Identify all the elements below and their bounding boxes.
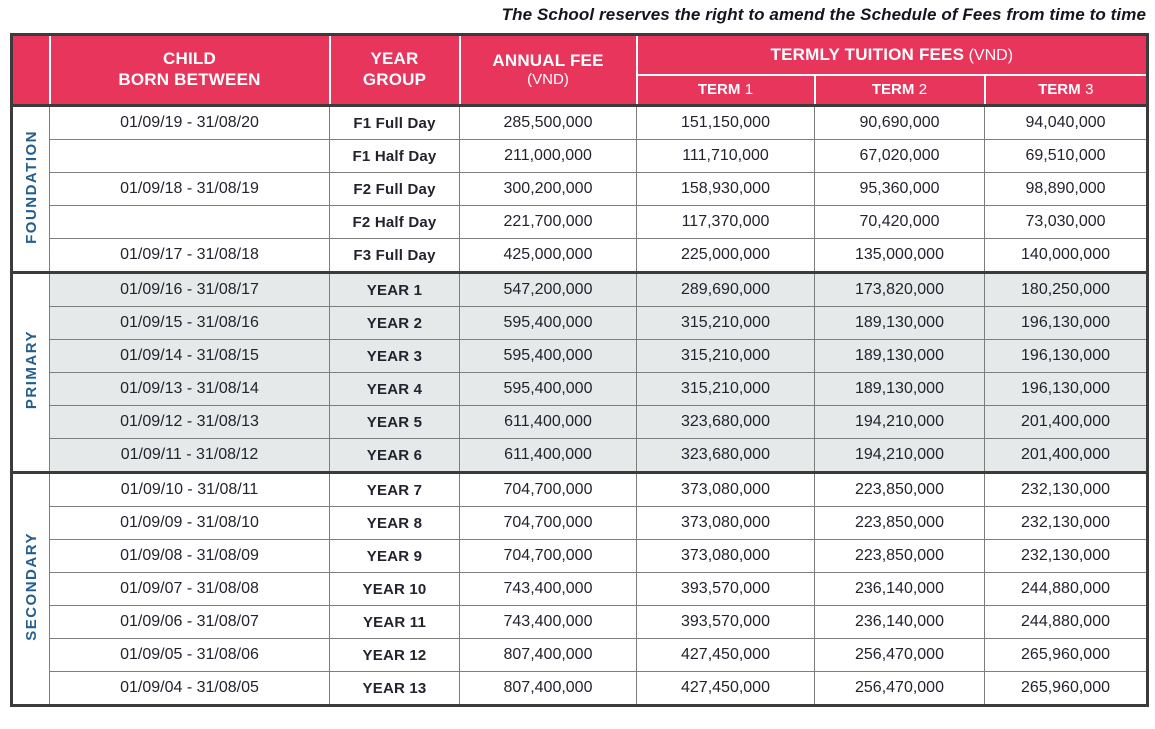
year-group-cell: YEAR 5 [330, 406, 460, 439]
term-3-number: 3 [1085, 81, 1094, 98]
table-row [12, 206, 1148, 239]
annual-fee-cell: 743,400,000 [460, 606, 637, 639]
header-term-1 [637, 75, 815, 106]
term2-fee-cell: 173,820,000 [815, 273, 985, 307]
term1-fee-cell: 225,000,000 [637, 239, 815, 273]
annual-fee-cell: 704,700,000 [460, 473, 637, 507]
term3-fee-cell: 265,960,000 [985, 639, 1148, 672]
year-group-cell: F3 Full Day [330, 239, 460, 273]
term-1-number: 1 [744, 81, 754, 98]
year-group-cell: YEAR 11 [330, 606, 460, 639]
term1-fee-cell: 427,450,000 [637, 639, 815, 672]
table-row [12, 573, 1148, 606]
born-between-cell: 01/09/15 - 31/08/16 [50, 307, 330, 340]
year-group-cell: YEAR 13 [330, 672, 460, 706]
annual-fee-cell: 211,000,000 [460, 140, 637, 173]
year-group-cell: YEAR 9 [330, 540, 460, 573]
table-row [12, 439, 1148, 473]
year-group-cell: F2 Full Day [330, 173, 460, 206]
term2-fee-cell: 67,020,000 [815, 140, 985, 173]
table-row [12, 507, 1148, 540]
born-between-cell: 01/09/12 - 31/08/13 [50, 406, 330, 439]
header-term-2 [815, 75, 985, 106]
born-between-cell: 01/09/11 - 31/08/12 [50, 439, 330, 473]
term1-fee-cell: 373,080,000 [637, 540, 815, 573]
table-row [12, 106, 1148, 140]
term3-fee-cell: 232,130,000 [985, 507, 1148, 540]
annual-fee-cell: 285,500,000 [460, 106, 637, 140]
header-termly-title: TERMLY TUITION FEES [770, 44, 965, 64]
header-year-group [330, 35, 460, 106]
term1-fee-cell: 393,570,000 [637, 606, 815, 639]
term2-fee-cell: 194,210,000 [815, 406, 985, 439]
header-annual-fee [460, 35, 637, 106]
term2-fee-cell: 256,470,000 [815, 672, 985, 706]
header-year-line2: GROUP [362, 70, 427, 89]
table-row [12, 606, 1148, 639]
annual-fee-cell: 704,700,000 [460, 540, 637, 573]
term1-fee-cell: 315,210,000 [637, 373, 815, 406]
annual-fee-cell: 547,200,000 [460, 273, 637, 307]
term1-fee-cell: 427,450,000 [637, 672, 815, 706]
header-annual-line1: ANNUAL FEE [492, 50, 604, 70]
table-row [12, 639, 1148, 672]
year-group-cell: YEAR 3 [330, 340, 460, 373]
section-label-text: FOUNDATION [22, 129, 40, 244]
term1-fee-cell: 315,210,000 [637, 307, 815, 340]
term3-fee-cell: 201,400,000 [985, 439, 1148, 473]
year-group-cell: YEAR 8 [330, 507, 460, 540]
term-3-label: TERM [1038, 81, 1081, 98]
term3-fee-cell: 196,130,000 [985, 373, 1148, 406]
term1-fee-cell: 393,570,000 [637, 573, 815, 606]
term-2-number: 2 [918, 81, 928, 98]
annual-fee-cell: 595,400,000 [460, 340, 637, 373]
table-row [12, 406, 1148, 439]
term2-fee-cell: 189,130,000 [815, 307, 985, 340]
table-row [12, 340, 1148, 373]
born-between-cell: 01/09/10 - 31/08/11 [50, 473, 330, 507]
annual-fee-cell: 221,700,000 [460, 206, 637, 239]
annual-fee-cell: 704,700,000 [460, 507, 637, 540]
section-label-primary [12, 273, 50, 473]
header-year-line1: YEAR [370, 49, 419, 69]
born-between-cell: 01/09/16 - 31/08/17 [50, 273, 330, 307]
term3-fee-cell: 73,030,000 [985, 206, 1148, 239]
term1-fee-cell: 158,930,000 [637, 173, 815, 206]
term2-fee-cell: 223,850,000 [815, 540, 985, 573]
table-row [12, 672, 1148, 706]
term3-fee-cell: 196,130,000 [985, 307, 1148, 340]
term1-fee-cell: 323,680,000 [637, 406, 815, 439]
table-row [12, 540, 1148, 573]
term2-fee-cell: 236,140,000 [815, 606, 985, 639]
born-between-cell: 01/09/14 - 31/08/15 [50, 340, 330, 373]
term2-fee-cell: 189,130,000 [815, 340, 985, 373]
term3-fee-cell: 201,400,000 [985, 406, 1148, 439]
term1-fee-cell: 111,710,000 [637, 140, 815, 173]
header-child-born-between [50, 35, 330, 106]
annual-fee-cell: 300,200,000 [460, 173, 637, 206]
section-label-text: SECONDARY [22, 532, 40, 641]
year-group-cell: YEAR 4 [330, 373, 460, 406]
table-row [12, 307, 1148, 340]
born-between-cell: 01/09/19 - 31/08/20 [50, 106, 330, 140]
header-corner-cell [12, 35, 50, 106]
term2-fee-cell: 256,470,000 [815, 639, 985, 672]
born-between-cell: 01/09/04 - 31/08/05 [50, 672, 330, 706]
born-between-cell: 01/09/17 - 31/08/18 [50, 239, 330, 273]
section-label-text: PRIMARY [22, 330, 40, 410]
header-termly-unit: (VND) [968, 46, 1014, 64]
header-termly-tuition-fees [637, 35, 1148, 76]
term1-fee-cell: 373,080,000 [637, 473, 815, 507]
term2-fee-cell: 95,360,000 [815, 173, 985, 206]
term3-fee-cell: 232,130,000 [985, 540, 1148, 573]
section-label-secondary [12, 473, 50, 706]
born-between-cell: 01/09/18 - 31/08/19 [50, 173, 330, 206]
term2-fee-cell: 223,850,000 [815, 473, 985, 507]
term1-fee-cell: 323,680,000 [637, 439, 815, 473]
born-between-cell [50, 206, 330, 239]
annual-fee-cell: 807,400,000 [460, 639, 637, 672]
header-term-3 [985, 75, 1148, 106]
year-group-cell: YEAR 6 [330, 439, 460, 473]
header-annual-unit: (VND) [527, 71, 569, 89]
disclaimer-text: The School reserves the right to amend the Schedule of Fees from time to time [501, 5, 1146, 24]
annual-fee-cell: 595,400,000 [460, 307, 637, 340]
term2-fee-cell: 189,130,000 [815, 373, 985, 406]
year-group-cell: YEAR 12 [330, 639, 460, 672]
term2-fee-cell: 194,210,000 [815, 439, 985, 473]
header-child-line2: BORN BETWEEN [118, 70, 261, 89]
term1-fee-cell: 289,690,000 [637, 273, 815, 307]
born-between-cell: 01/09/06 - 31/08/07 [50, 606, 330, 639]
year-group-cell: YEAR 2 [330, 307, 460, 340]
term3-fee-cell: 244,880,000 [985, 606, 1148, 639]
term3-fee-cell: 69,510,000 [985, 140, 1148, 173]
table-body [12, 106, 1148, 706]
annual-fee-cell: 611,400,000 [460, 439, 637, 473]
born-between-cell: 01/09/08 - 31/08/09 [50, 540, 330, 573]
table-row [12, 239, 1148, 273]
year-group-cell: YEAR 1 [330, 273, 460, 307]
term3-fee-cell: 94,040,000 [985, 106, 1148, 140]
section-label-foundation [12, 106, 50, 273]
term2-fee-cell: 90,690,000 [815, 106, 985, 140]
term-1-label: TERM [697, 81, 741, 98]
year-group-cell: F2 Half Day [330, 206, 460, 239]
year-group-cell: YEAR 10 [330, 573, 460, 606]
annual-fee-cell: 807,400,000 [460, 672, 637, 706]
table-row [12, 373, 1148, 406]
annual-fee-cell: 611,400,000 [460, 406, 637, 439]
born-between-cell: 01/09/05 - 31/08/06 [50, 639, 330, 672]
born-between-cell: 01/09/07 - 31/08/08 [50, 573, 330, 606]
born-between-cell [50, 140, 330, 173]
table-row [12, 140, 1148, 173]
term2-fee-cell: 70,420,000 [815, 206, 985, 239]
table-row [12, 473, 1148, 507]
term2-fee-cell: 236,140,000 [815, 573, 985, 606]
term1-fee-cell: 117,370,000 [637, 206, 815, 239]
annual-fee-cell: 595,400,000 [460, 373, 637, 406]
year-group-cell: F1 Half Day [330, 140, 460, 173]
table-header [12, 35, 1148, 106]
term3-fee-cell: 140,000,000 [985, 239, 1148, 273]
term2-fee-cell: 223,850,000 [815, 507, 985, 540]
annual-fee-cell: 743,400,000 [460, 573, 637, 606]
annual-fee-cell: 425,000,000 [460, 239, 637, 273]
term1-fee-cell: 373,080,000 [637, 507, 815, 540]
term3-fee-cell: 232,130,000 [985, 473, 1148, 507]
term2-fee-cell: 135,000,000 [815, 239, 985, 273]
term3-fee-cell: 265,960,000 [985, 672, 1148, 706]
term3-fee-cell: 244,880,000 [985, 573, 1148, 606]
born-between-cell: 01/09/13 - 31/08/14 [50, 373, 330, 406]
born-between-cell: 01/09/09 - 31/08/10 [50, 507, 330, 540]
table-row [12, 273, 1148, 307]
term3-fee-cell: 98,890,000 [985, 173, 1148, 206]
term3-fee-cell: 196,130,000 [985, 340, 1148, 373]
fee-schedule-table [10, 33, 1149, 707]
term1-fee-cell: 151,150,000 [637, 106, 815, 140]
header-child-line1: CHILD [163, 49, 216, 69]
year-group-cell: YEAR 7 [330, 473, 460, 507]
term-2-label: TERM [871, 81, 915, 98]
year-group-cell: F1 Full Day [330, 106, 460, 140]
table-row [12, 173, 1148, 206]
term1-fee-cell: 315,210,000 [637, 340, 815, 373]
term3-fee-cell: 180,250,000 [985, 273, 1148, 307]
